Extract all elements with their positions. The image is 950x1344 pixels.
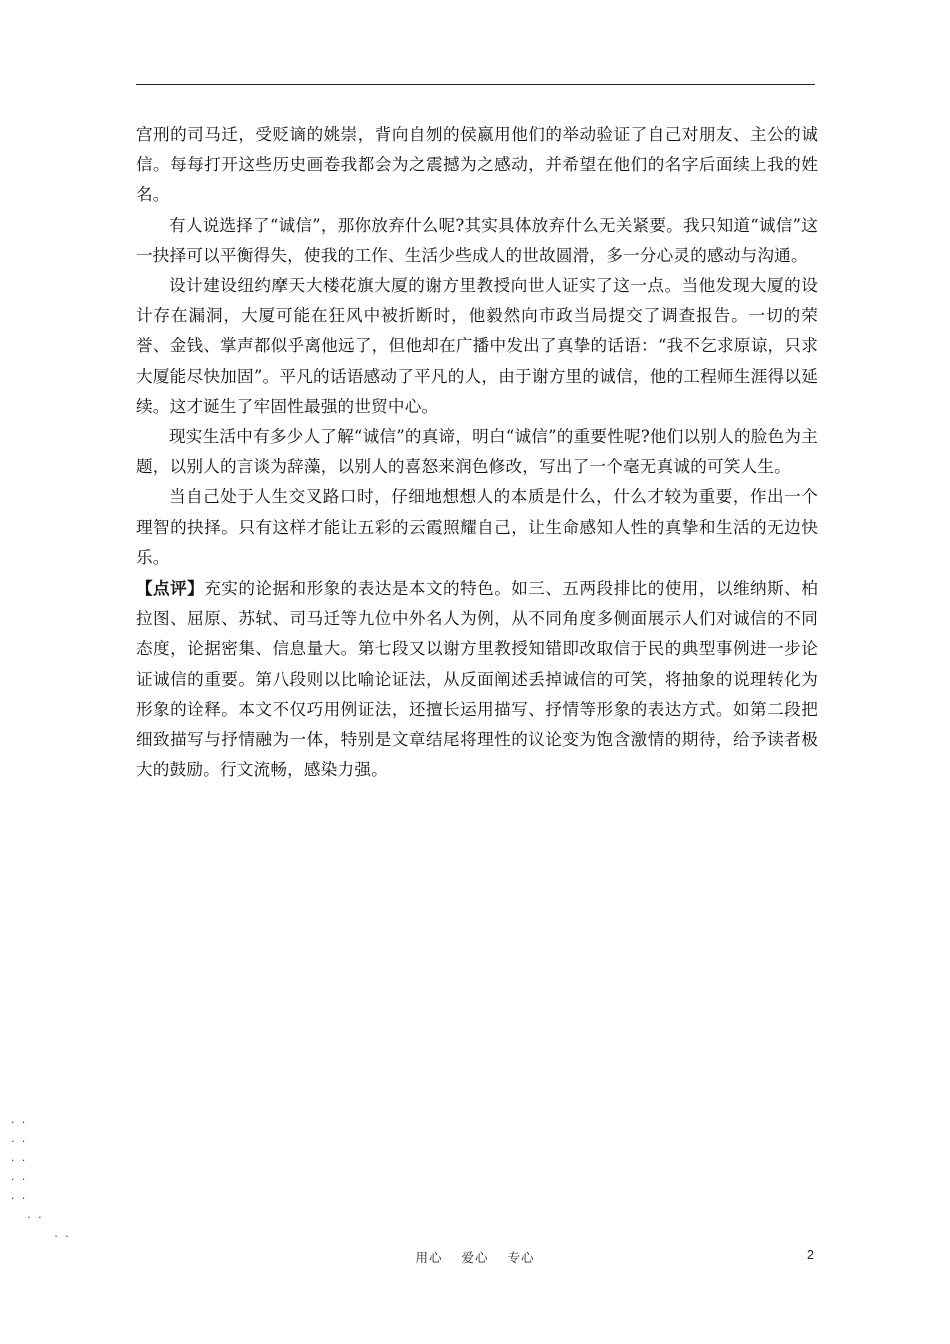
footer-item: 用心 [415,1250,443,1265]
margin-mark: . . [10,1135,27,1145]
margin-marks [10,1112,70,1245]
paragraph-2: 有人说选择了“诚信”，那你放弃什么呢?其实具体放弃什么无关紧要。我只知道“诚信”这一抉择可以平衡得失，使我的工作、生活少些成人的世故圆滑，多一分心灵的感动与沟通。 [136,215,818,265]
paragraph-1: 宫刑的司马迁，受贬谪的姚崇，背向自刎的侯嬴用他们的举动验证了自己对朋友、主公的诚信。每每打开这些历史画卷我都会为之震撼为之感动，并希望在他们的名字后面续上我的姓名。 [136,125,818,205]
page-number: 2 [807,1248,814,1262]
document-body [136,120,818,785]
footer-item: 爱心 [461,1250,489,1265]
paragraph-4: 现实生活中有多少人了解“诚信”的真谛，明白“诚信”的重要性呢?他们以别人的脸色为主题，以别人的言谈为辞藻，以别人的喜怒来润色修改，写出了一个毫无真诚的可笑人生。 [136,427,818,477]
margin-mark: . . [10,1192,27,1202]
margin-mark: . . [10,1116,27,1126]
comment-label: 【点评】 [136,578,205,599]
header-rule [136,84,815,85]
paragraph-3: 设计建设纽约摩天大楼花旗大厦的谢方里教授向世人证实了这一点。当他发现大厦的设计存在漏洞，大厦可能在狂风中被折断时，他毅然向市政当局提交了调查报告。一切的荣誉、金钱、掌声都似乎离他远了，但他却在广播中发出了真挚的话语：“我不乞求原谅，只求大厦能尽快加固”。平凡的话语感动了平凡的人，由于谢方里的诚信，他的工程师生涯得以延续。这才诞生了牢固性最强的世贸中心。 [136,276,818,416]
paragraph-5: 当自己处于人生交叉路口时，仔细地想想人的本质是什么，什么才较为重要，作出一个理智的抉择。只有这样才能让五彩的云霞照耀自己，让生命感知人性的真挚和生活的无边快乐。 [136,487,818,567]
margin-mark: . . [10,1154,27,1164]
comment-paragraph [136,573,818,785]
footer-item: 专心 [507,1250,535,1265]
margin-mark: . . [10,1173,27,1183]
margin-mark: . . [10,1211,43,1221]
comment-text: 充实的论据和形象的表达是本文的特色。如三、五两段排比的使用，以维纳斯、柏拉图、屈原、苏轼、司马迁等九位中外名人为例，从不同角度多侧面展示人们对诚信的不同态度，论据密集、信息量大。第七段又以谢方里教授知错即改取信于民的典型事例进一步论证诚信的重要。第八段则以比喻论证法，从反面阐述丢掉诚信的可笑，将抽象的说理转化为形象的诠释。本文不仅巧用例证法，还擅长运用描写、抒情等形象的表达方式。如第二段把细致描写与抒情融为一体，特别是文章结尾将理性的议论变为饱含激情的期待，给予读者极大的鼓励。行文流畅，感染力强。 [136,579,818,780]
margin-mark: . . [10,1230,70,1240]
